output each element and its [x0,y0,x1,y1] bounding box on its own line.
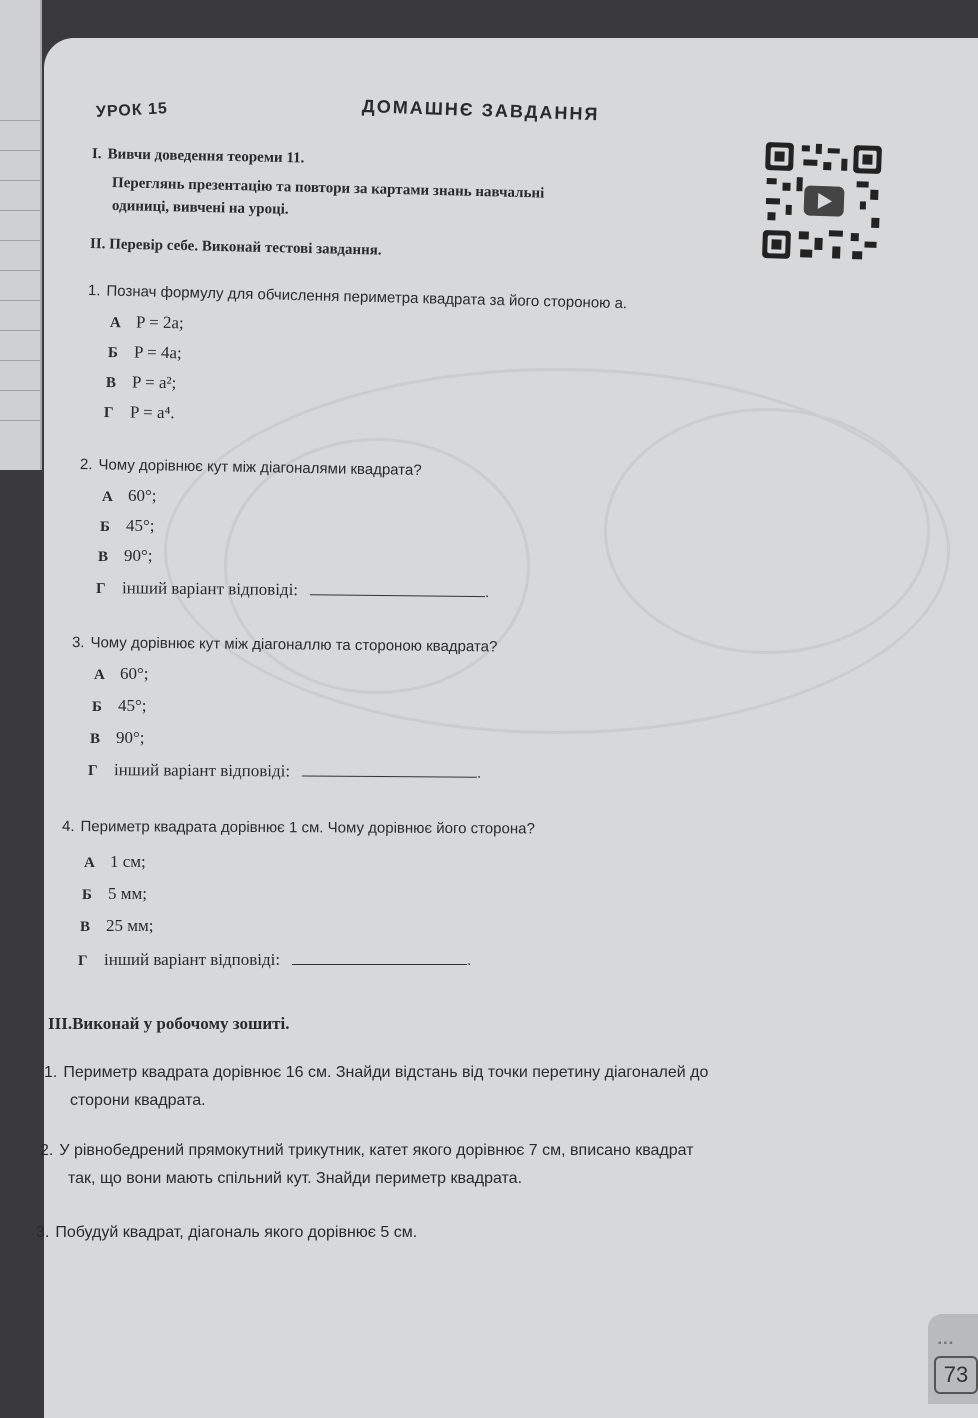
task-2-question: 2. Чому дорівнює кут між діагоналями квадрата? [79,456,422,479]
answer-blank[interactable] [310,580,485,597]
section-3-task-2-line-2: так, що вони мають спільний кут. Знайди периметр квадрата. [68,1170,523,1187]
section-3-task-3-line-1: 3. Побудуй квадрат, діагональ якого дорівнює 5 см. [36,1224,418,1241]
qr-code-icon[interactable] [758,138,886,266]
section-2-heading: II. Перевір себе. Виконай тестові завдання. [89,236,382,259]
task-2-option-a[interactable]: А 60°; [102,486,157,505]
task-1-option-a[interactable]: А P = 2a; [109,312,184,333]
task-1-option-b[interactable]: Б P = 4a; [107,342,182,363]
section-3-task-1-line-2: сторони квадрата. [70,1092,206,1109]
section-3-task-1-line-1: 1. Периметр квадрата дорівнює 16 см. Знайди відстань від точки перетину діагоналей до [44,1064,709,1081]
page-number: 73 [934,1356,978,1394]
task-3-option-d[interactable]: Г інший варіант відповіді: . [87,760,482,782]
task-2-option-c[interactable]: В 90°; [98,546,153,565]
task-3-option-b[interactable]: Б 45°; [92,696,147,715]
task-4-option-c[interactable]: В 25 мм; [80,916,154,935]
section-1-line-2: Переглянь презентацію та повтори за картами знань навчальні [111,175,545,202]
task-2-option-d[interactable]: Г інший варіант відповіді: . [95,578,490,602]
page-number-badge [928,1314,978,1404]
task-1-option-c[interactable]: В P = a²; [105,372,177,393]
task-4-option-d[interactable]: Г інший варіант відповіді: . [78,950,472,969]
page-title: ДОМАШНЄ ЗАВДАННЯ [361,96,600,125]
badge-dots-icon: ▪▪▪ [938,1338,955,1349]
task-3-option-a[interactable]: А 60°; [94,664,149,683]
section-1-line-1: I. Вивчи доведення теореми 11. [91,146,305,167]
task-3-question: 3. Чому дорівнює кут між діагоналлю та стороною квадрата? [71,634,498,656]
task-1-question: 1. Познач формулу для обчислення периметра квадрата за його стороною a. [87,282,628,313]
task-1-option-d[interactable]: Г P = a⁴. [103,402,175,423]
section-3-task-2-line-1: 2. У рівнобедрений прямокутний трикутник, катет якого дорівнює 7 см, вписано квадрат [40,1142,694,1159]
watermark [604,408,930,654]
answer-blank[interactable] [302,761,477,777]
task-2-option-b[interactable]: Б 45°; [100,516,155,535]
task-3-option-c[interactable]: В 90°; [90,728,145,747]
task-4-question: 4. Периметр квадрата дорівнює 1 см. Чому дорівнює його сторона? [61,818,535,838]
answer-blank[interactable] [292,950,467,965]
section-3-heading: III.Виконай у робочому зошиті. [48,1014,290,1033]
task-4-option-b[interactable]: Б 5 мм; [82,884,147,903]
left-page-edge [0,0,42,470]
task-4-option-a[interactable]: А 1 см; [84,852,146,871]
section-1-line-3: одиниці, вивчені на уроці. [111,198,289,218]
lesson-label: УРОК 15 [95,100,169,121]
